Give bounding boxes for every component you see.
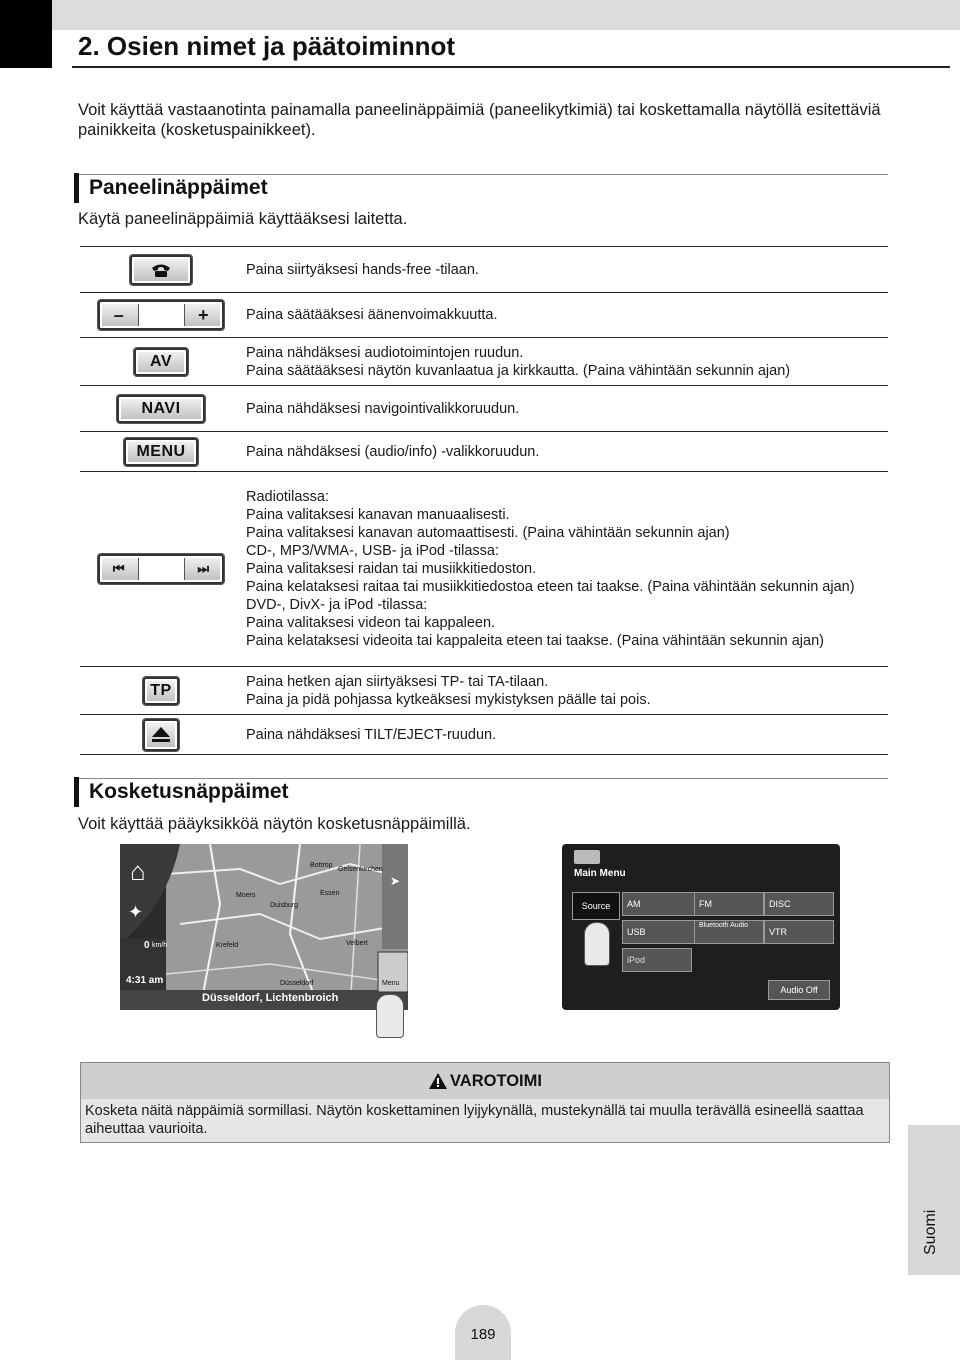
row-text: Paina nähdäksesi navigointivalikkoruudun. xyxy=(246,400,520,417)
compass-icon: ➤ xyxy=(390,874,401,888)
row-text: Paina ja pidä pohjassa kytkeäksesi mykistyksen päälle tai pois. xyxy=(246,691,651,708)
av-label: AV xyxy=(149,352,173,370)
fm-label: FM xyxy=(699,899,712,909)
tp-label: TP xyxy=(150,681,172,699)
row-text: Radiotilassa: xyxy=(246,489,330,505)
row-text: Paina hetken ajan siirtyäksesi TP- tai TA-tilaan. xyxy=(246,673,549,690)
tp-button[interactable] xyxy=(143,677,178,705)
main-menu-title: Main Menu xyxy=(574,868,626,879)
intro-paragraph: Voit käyttää vastaanotinta painamalla paneelinäppäimiä (paneelikytkimiä) tai koskettamalla näytöllä esitettäviä painikkeita (kosketuspainikkeet). xyxy=(78,101,881,139)
am-label: AM xyxy=(627,899,641,909)
caution-box xyxy=(80,1062,890,1143)
corner-block xyxy=(0,0,52,68)
map-place: Gelsenkirchen xyxy=(338,866,383,873)
page-number: 189 xyxy=(470,1326,496,1343)
caution-header xyxy=(81,1063,889,1099)
bluetooth-audio-button[interactable] xyxy=(694,920,764,944)
main-menu-screen xyxy=(562,844,840,1010)
volume-rocker[interactable] xyxy=(98,300,224,330)
bluetooth-audio-label: Bluetooth Audio xyxy=(699,922,749,929)
vtr-button[interactable] xyxy=(764,920,834,944)
eject-button[interactable] xyxy=(143,719,179,751)
language-label: Suomi xyxy=(922,1209,939,1255)
row-text: Paina säätääksesi äänenvoimakkuutta. xyxy=(246,307,498,323)
vtr-label: VTR xyxy=(769,927,787,937)
row-text: Paina valitaksesi kanavan automaattisesti. (Paina vähintään sekunnin ajan) xyxy=(246,525,730,541)
menu-touch-key[interactable] xyxy=(382,980,400,987)
screens-illustration xyxy=(120,844,840,1036)
finger-icon xyxy=(376,994,404,1038)
location-bar: Düsseldorf, Lichtenbroich xyxy=(202,992,339,1004)
phone-icon[interactable] xyxy=(130,255,192,285)
table-row xyxy=(80,715,888,755)
row-text: CD-, MP3/WMA-, USB- ja iPod -tilassa: xyxy=(246,543,499,559)
table-row xyxy=(80,386,888,432)
warning-icon xyxy=(428,1072,448,1090)
row-text: Paina nähdäksesi audiotoimintojen ruudun. xyxy=(246,344,524,361)
volume-up-icon[interactable]: + xyxy=(197,305,209,325)
row-text: Paina nähdäksesi (audio/info) -valikkoruudun. xyxy=(246,443,540,460)
panel-keys-table xyxy=(80,246,888,755)
section-heading-panel: Paneelinäppäimet xyxy=(74,173,268,203)
table-row xyxy=(80,667,888,715)
row-text: Paina säätääksesi näytön kuvanlaatua ja kirkkautta. (Paina vähintään sekunnin ajan) xyxy=(246,362,791,379)
row-text: Paina valitaksesi videon tai kappaleen. xyxy=(246,615,496,631)
navi-button[interactable] xyxy=(117,395,204,423)
usb-label: USB xyxy=(627,927,646,937)
speed-unit: km/h xyxy=(152,942,168,949)
page-title: 2. Osien nimet ja päätoiminnot xyxy=(78,31,456,61)
map-place: Essen xyxy=(320,890,340,897)
row-text: DVD-, DivX- ja iPod -tilassa: xyxy=(246,597,428,613)
map-place: Krefeld xyxy=(216,942,239,949)
source-button[interactable] xyxy=(572,892,620,920)
navigation-screen xyxy=(120,844,408,1010)
map-place: Moers xyxy=(236,892,256,899)
row-text: Paina kelataksesi raitaa tai musiikkitiedostoa eteen tai taakse. (Paina vähintään sekunnin ajan) xyxy=(246,579,855,595)
map-place: Duisburg xyxy=(270,902,299,909)
title-underline xyxy=(72,66,950,68)
section-heading-touch: Kosketusnäppäimet xyxy=(74,777,289,807)
satellite-icon: ✦ xyxy=(128,902,144,922)
audio-off-button[interactable] xyxy=(768,980,830,1000)
caution-title: VAROTOIMI xyxy=(450,1071,542,1090)
table-row xyxy=(80,293,888,338)
clock-time: 4:31 am xyxy=(126,975,164,986)
navi-label: NAVI xyxy=(141,399,181,417)
ipod-label: iPod xyxy=(627,955,646,965)
menu-grid-icon xyxy=(574,850,600,864)
language-tab xyxy=(908,1125,960,1275)
map-place: Bottrop xyxy=(310,862,333,869)
map-place: Velbert xyxy=(346,940,368,947)
previous-track-icon[interactable]: ⏮ xyxy=(112,561,125,576)
eject-icon xyxy=(145,721,177,749)
row-text: Paina siirtyäksesi hands-free -tilaan. xyxy=(246,261,479,278)
menu-label: MENU xyxy=(136,442,186,460)
ipod-button[interactable] xyxy=(622,948,692,972)
source-label: Source xyxy=(581,901,611,911)
row-text: Paina valitaksesi kanavan manuaalisesti. xyxy=(246,507,510,523)
table-row xyxy=(80,247,888,293)
home-icon[interactable]: ⌂ xyxy=(130,856,146,886)
volume-down-icon[interactable]: – xyxy=(113,305,124,325)
disc-button[interactable] xyxy=(764,892,834,916)
next-track-icon[interactable]: ⏭ xyxy=(197,561,210,576)
row-text: Paina kelataksesi videoita tai kappaleita eteen tai taakse. (Paina vähintään sekunnin ajan) xyxy=(246,633,824,649)
finger-icon xyxy=(584,922,610,966)
track-rocker[interactable] xyxy=(98,554,224,584)
table-row xyxy=(80,338,888,386)
audio-off-label: Audio Off xyxy=(780,985,818,995)
fm-button[interactable] xyxy=(694,892,764,916)
menu-touch-label: Menu xyxy=(382,980,400,987)
table-row xyxy=(80,432,888,472)
table-row xyxy=(80,472,888,667)
map-place: Düsseldorf xyxy=(280,980,314,987)
section-sub-panel: Käytä paneelinäppäimiä käyttääksesi laitetta. xyxy=(78,210,408,228)
caution-text: Kosketa näitä näppäimiä sormillasi. Näytön koskettaminen lyijykynällä, mustekynällä tai muulla terävällä esineellä saattaa aiheuttaa vaurioita. xyxy=(81,1099,889,1142)
speed-value: 0 xyxy=(144,940,150,951)
row-text: Paina nähdäksesi TILT/EJECT-ruudun. xyxy=(246,726,497,743)
usb-button[interactable] xyxy=(622,920,696,944)
row-text: Paina valitaksesi raidan tai musiikkitiedoston. xyxy=(246,561,537,577)
am-button[interactable] xyxy=(622,892,696,916)
av-button[interactable] xyxy=(134,348,188,376)
disc-label: DISC xyxy=(769,899,791,909)
title-strip xyxy=(52,0,960,30)
menu-button[interactable] xyxy=(124,438,197,466)
section-sub-touch: Voit käyttää pääyksikköä näytön kosketusnäppäimillä. xyxy=(78,815,471,833)
